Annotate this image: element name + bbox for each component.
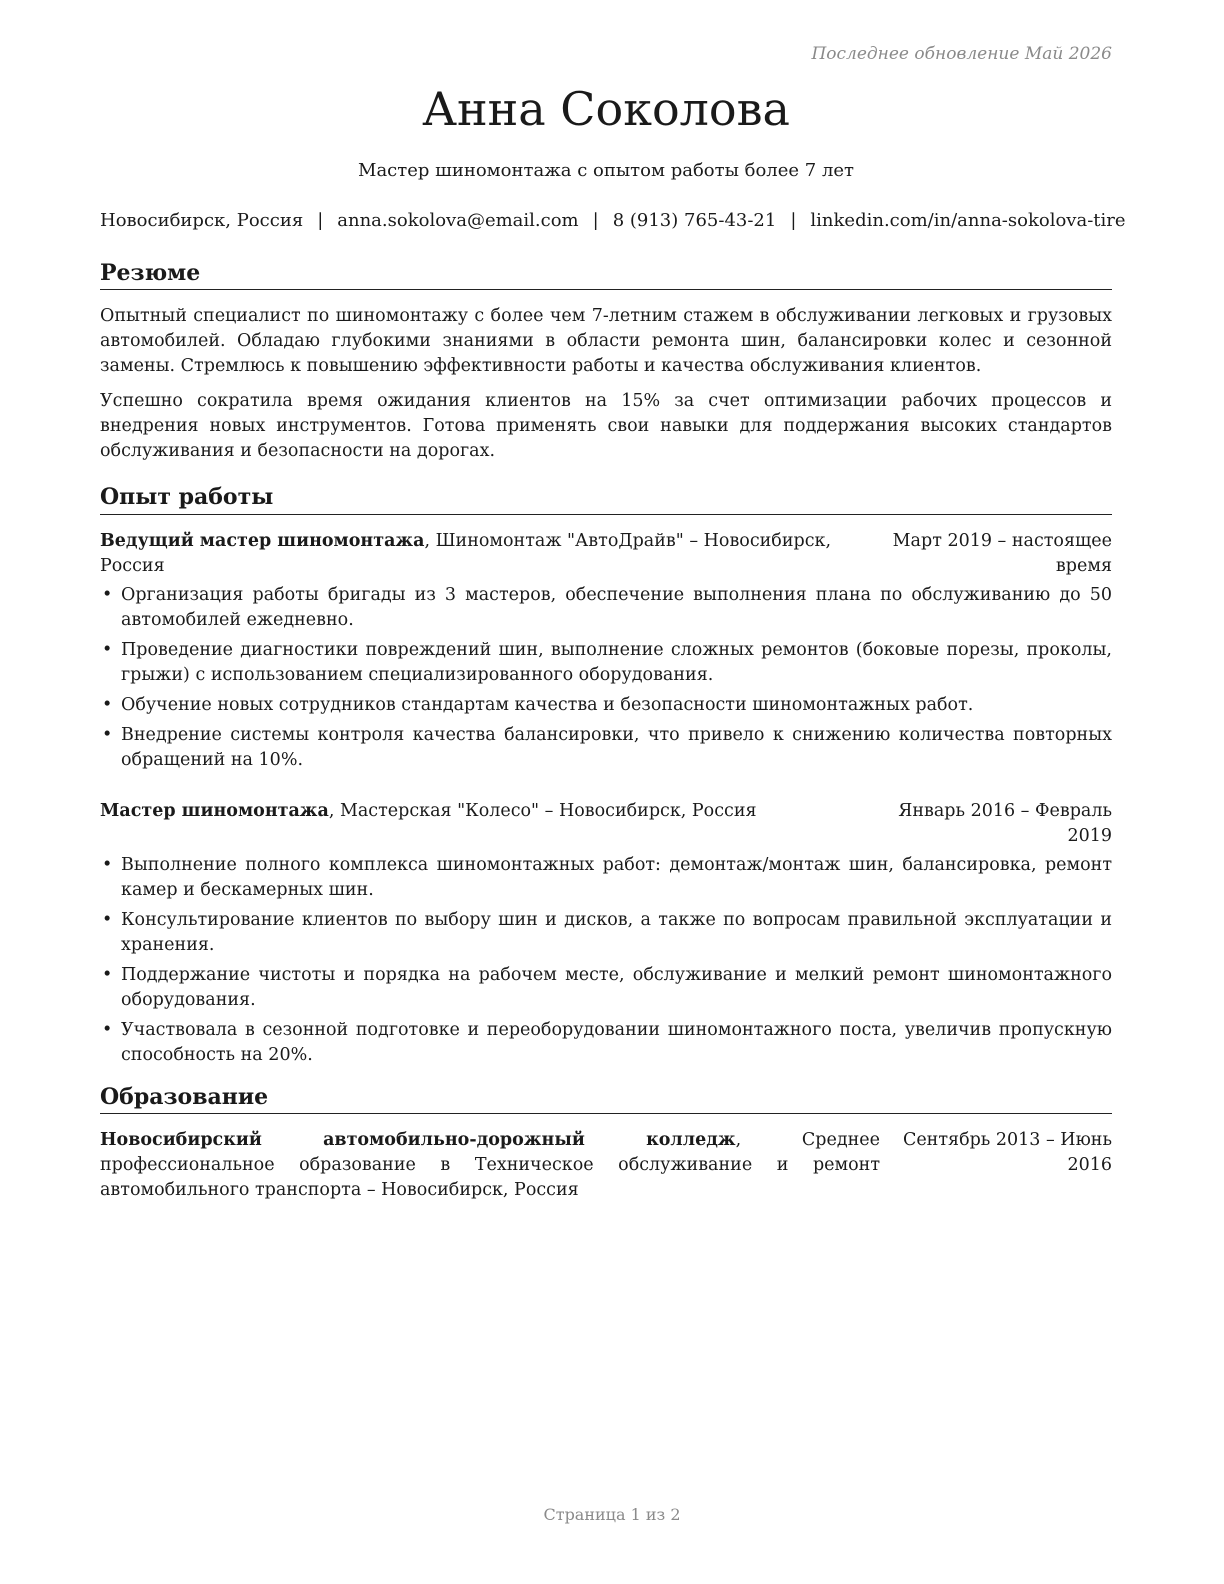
candidate-name: Анна Соколова [422, 82, 790, 136]
education-section [100, 1084, 1112, 1204]
contact-separator: | [790, 209, 797, 231]
resume-page [100, 82, 1126, 1203]
list-item: • Внедрение системы контроля качества балансировки, что привело к снижению количества повторных обращений на 10%. [100, 723, 1112, 773]
education-entry [100, 1128, 1112, 1203]
list-item: • Выполнение полного комплекса шиномонтажных работ: демонтаж/монтаж шин, балансировка, ремонт камер и бескамерных шин. [100, 853, 1112, 903]
job-header [100, 529, 1112, 579]
job-position: Мастер шиномонтажа [100, 800, 329, 821]
list-item: • Обучение новых сотрудников стандартам качества и безопасности шиномонтажных работ. [100, 693, 1112, 718]
list-item: • Организация работы бригады из 3 мастеров, обеспечение выполнения плана по обслуживанию до 50 автомобилей ежедневно. [100, 583, 1112, 633]
job-header [100, 799, 1112, 849]
education-details: , Среднее профессиональное образование в Техническое обслуживание и ремонт автомобильного транспорта – Новосибирск, Россия [100, 1130, 880, 1201]
job-dates: Март 2019 – настоящее время [892, 530, 1112, 576]
job-company: , Мастерская "Колесо" – Новосибирск, Россия [328, 800, 757, 821]
list-item: • Проведение диагностики повреждений шин, выполнение сложных ремонтов (боковые порезы, проколы, грыжи) с использованием специализированного оборудования. [100, 638, 1112, 688]
job-entry [100, 799, 1112, 1068]
experience-section [100, 484, 1112, 1068]
contact-phone[interactable]: 8 (913) 765-43-21 [612, 209, 777, 231]
job-bullets [100, 583, 1112, 773]
contact-separator: | [317, 209, 324, 231]
last-updated: Последнее обновление Май 2026 [811, 44, 1112, 64]
job-bullets [100, 853, 1112, 1068]
education-dates: Сентябрь 2013 – Июнь 2016 [902, 1130, 1112, 1176]
contact-line [100, 209, 1126, 232]
job-position: Ведущий мастер шиномонтажа [100, 530, 425, 551]
list-item: • Поддержание чистоты и порядка на рабочем месте, обслуживание и мелкий ремонт шиномонтажного оборудования. [100, 963, 1112, 1013]
tagline: Мастер шиномонтажа с опытом работы более 7 лет [358, 160, 854, 182]
education-institution: Новосибирский автомобильно-дорожный колледж [100, 1130, 736, 1151]
section-title-education: Образование [100, 1084, 1112, 1115]
contact-linkedin[interactable]: linkedin.com/in/anna-sokolova-tire [810, 209, 1126, 231]
page-number: Страница 1 из 2 [543, 1505, 681, 1524]
list-item: • Участвовала в сезонной подготовке и переоборудовании шиномонтажного поста, увеличив пропускную способность на 20%. [100, 1018, 1112, 1068]
job-entry [100, 529, 1112, 773]
job-dates: Январь 2016 – Февраль 2019 [898, 800, 1112, 846]
section-title-experience: Опыт работы [100, 484, 1112, 515]
summary-paragraph: Опытный специалист по шиномонтажу с более чем 7-летним стажем в обслуживании легковых и грузовых автомобилей. Обладаю глубокими знаниями в области ремонта шин, балансировки колес и сезонной замены. Стремлюсь к повышению эффективности работы и качества обслуживания клиентов. [100, 306, 1112, 377]
summary-paragraph: Успешно сократила время ожидания клиентов на 15% за счет оптимизации рабочих процессов и внедрения новых инструментов. Готова применять свои навыки для поддержания высоких стандартов обслуживания и безопасности на дорогах. [100, 391, 1112, 462]
section-title-summary: Резюме [100, 260, 1112, 291]
job-company: , Шиномонтаж "АвтоДрайв" – Новосибирск, Россия [100, 530, 832, 576]
summary-section [100, 260, 1112, 465]
list-item: • Консультирование клиентов по выбору шин и дисков, а также по вопросам правильной эксплуатации и хранения. [100, 908, 1112, 958]
contact-email[interactable]: anna.sokolova@email.com [337, 209, 579, 231]
contact-separator: | [592, 209, 599, 231]
contact-location: Новосибирск, Россия [100, 209, 304, 231]
